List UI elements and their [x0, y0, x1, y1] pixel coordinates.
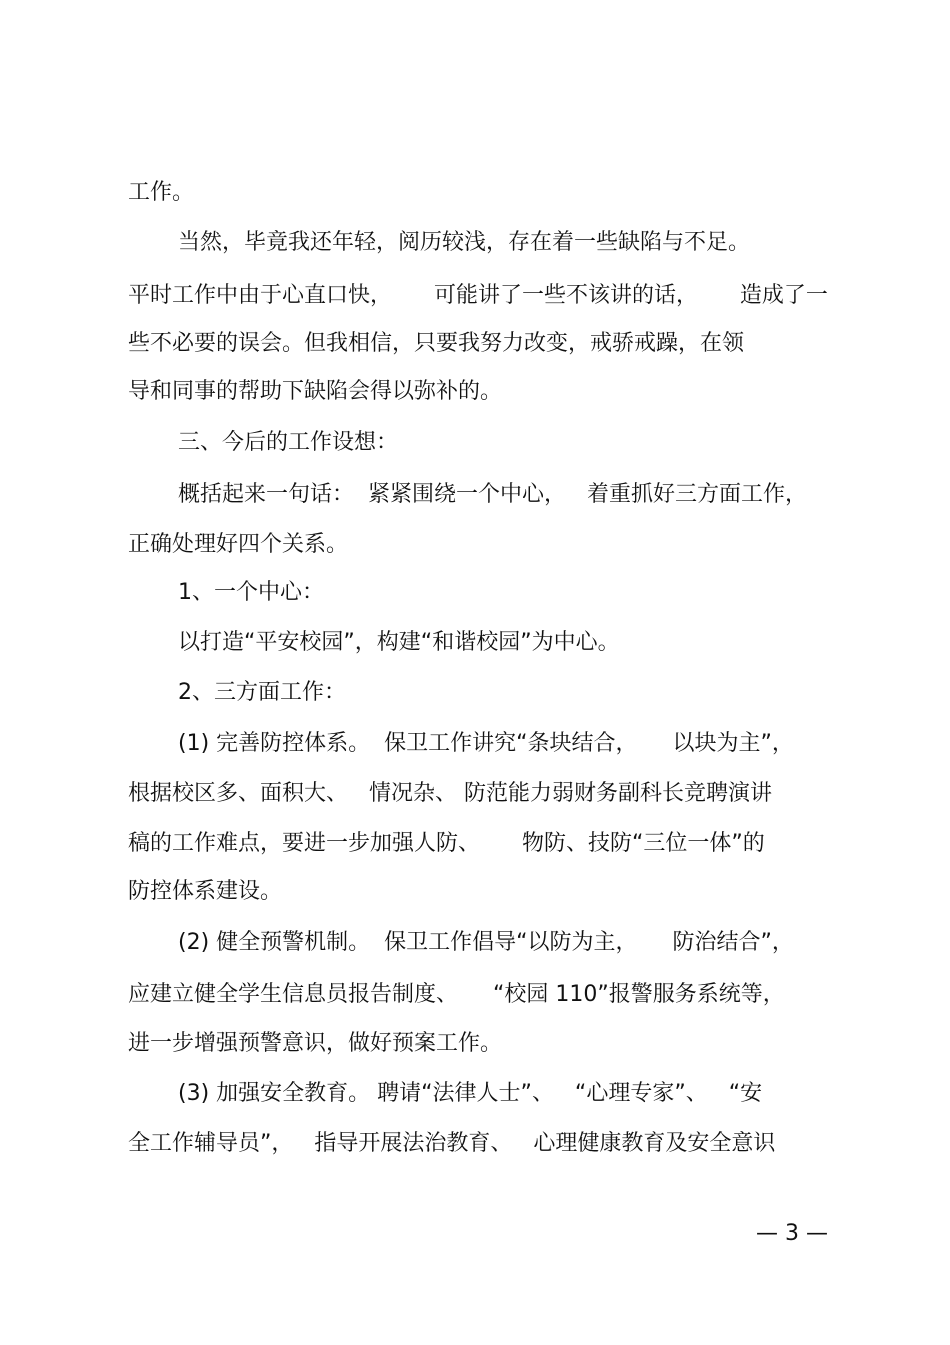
text-line: 导和同事的帮助下缺陷会得以弥补的。: [128, 379, 503, 404]
text-line: (3) 加强安全教育。 聘请“法律人士”、 “心理专家”、 “安: [178, 1081, 763, 1106]
text-line: (2) 健全预警机制。 保卫工作倡导“以防为主， 防治结合”，: [178, 930, 794, 955]
text-line: 些不必要的误会。但我相信，只要我努力改变，戒骄戒躁，在领: [128, 331, 745, 356]
page-number: — 3 —: [756, 1221, 828, 1246]
text-line: 根据校区多、面积大、 情况杂、 防范能力弱财务副科长竞聘演讲: [128, 781, 772, 806]
text-line: 应建立健全学生信息员报告制度、 “校园 110”报警服务系统等，: [128, 982, 785, 1007]
section-heading: 三、今后的工作设想：: [178, 430, 399, 455]
text-line: 进一步增强预警意识，做好预案工作。: [128, 1031, 503, 1056]
text-line: 工作。: [128, 180, 195, 205]
text-line: 稿的工作难点，要进一步加强人防、 物防、技防“三位一体”的: [128, 831, 765, 856]
subsection-heading: 1、一个中心：: [178, 580, 324, 605]
text-line: (1) 完善防控体系。 保卫工作讲究“条块结合， 以块为主”，: [178, 731, 794, 756]
text-line: 概括起来一句话： 紧紧围绕一个中心， 着重抓好三方面工作，: [178, 482, 807, 507]
text-line: 全工作辅导员”， 指导开展法治教育、 心理健康教育及安全意识: [128, 1131, 776, 1156]
text-line: 防控体系建设。: [128, 879, 283, 904]
text-line: 以打造“平安校园”，构建“和谐校园”为中心。: [178, 630, 620, 655]
text-line: 平时工作中由于心直口快， 可能讲了一些不该讲的话， 造成了一: [128, 283, 828, 308]
text-line: 正确处理好四个关系。: [128, 532, 349, 557]
subsection-heading: 2、三方面工作：: [178, 680, 346, 705]
text-line: 当然，毕竟我还年轻，阅历较浅，存在着一些缺陷与不足。: [178, 230, 751, 255]
